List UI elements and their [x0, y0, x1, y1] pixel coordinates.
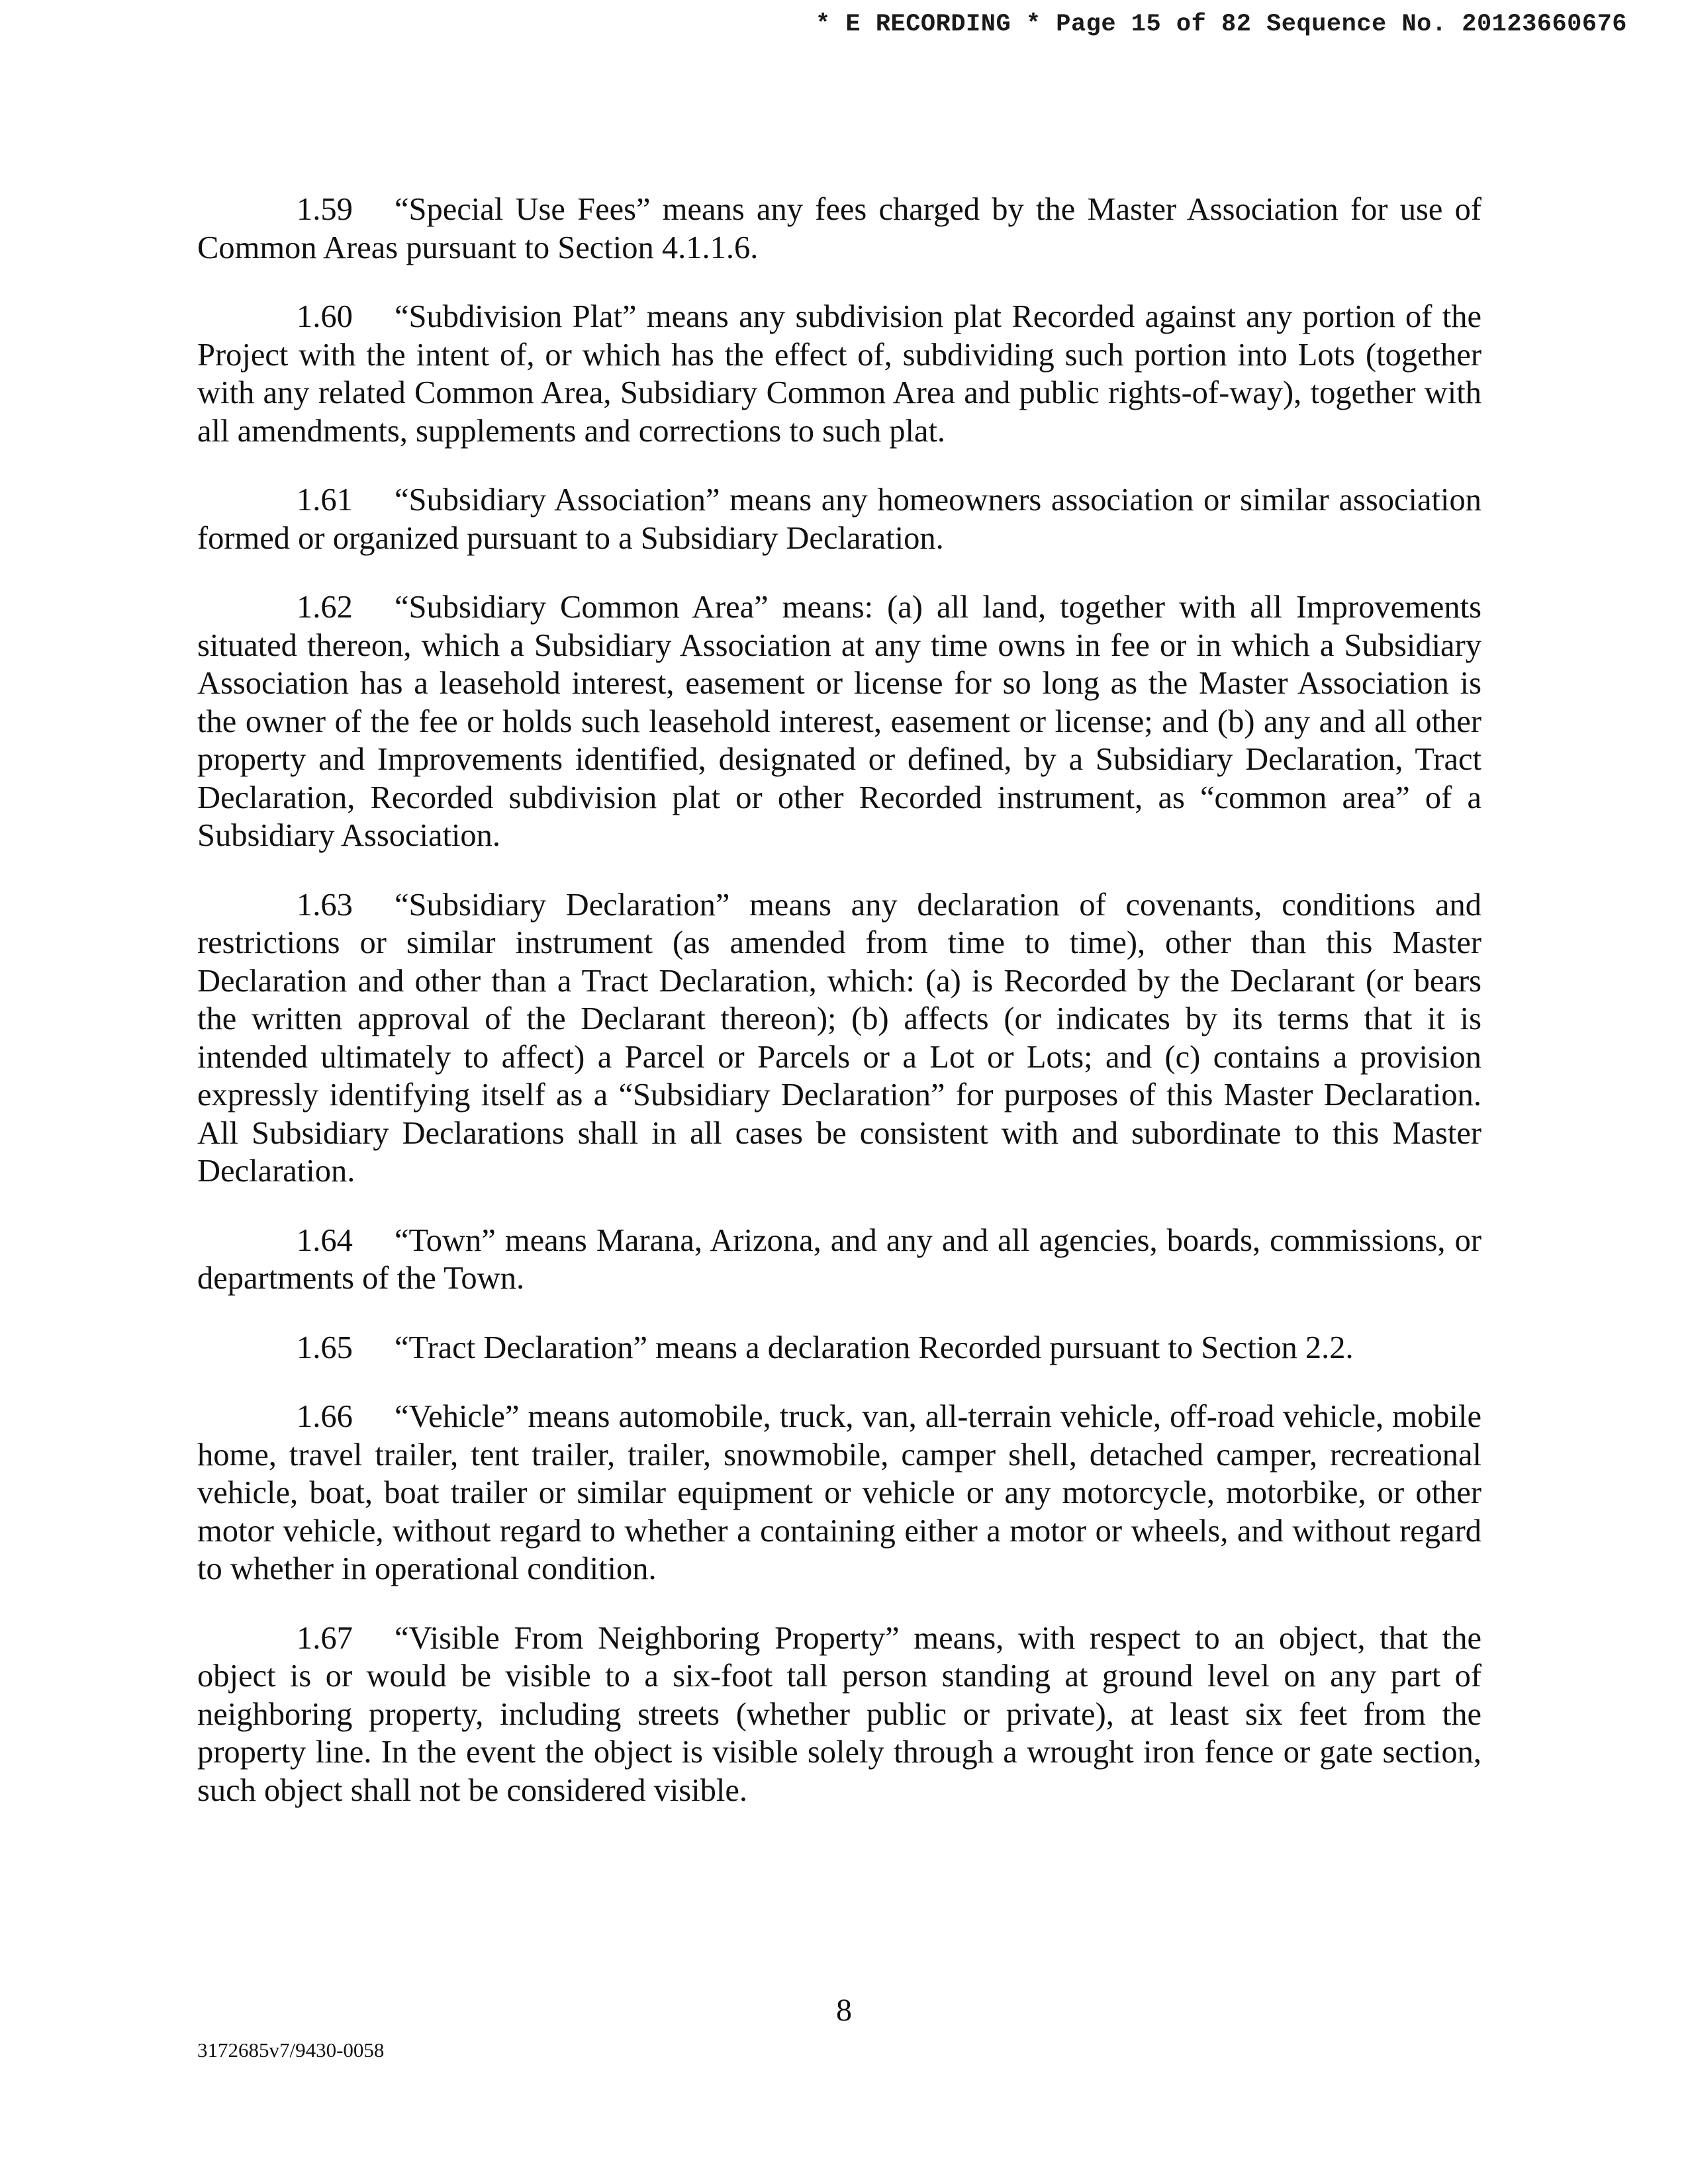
- section-number: 1.64: [297, 1222, 353, 1258]
- section-number: 1.63: [297, 887, 353, 923]
- page-number: [0, 1992, 1688, 2029]
- section-number: 1.67: [297, 1620, 353, 1656]
- section-number: 1.65: [297, 1330, 353, 1365]
- document-id: 3172685v7/9430-0058: [197, 2038, 385, 2062]
- section-1-60: [197, 298, 1481, 450]
- section-1-63: [197, 886, 1481, 1191]
- section-text: “Subsidiary Declaration” means any declaration of covenants, conditions and restrictions or similar instrument (as amended from time to time), other than this Master Declaration and other than a Tract Declaration, which: (a) is Recorded by the Declarant (or bears the written approval of the Declarant thereon); (b) affects (or indicates by its terms that it is intended ultimately to affect) a Parcel or Parcels or a Lot or Lots; and (c) contains a provision expressly identifying itself as a “Subsidiary Declaration” for purposes of this Master Declaration. All Subsidiary Declarations shall in all cases be consistent with and subordinate to this Master Declaration.: [197, 887, 1481, 1189]
- section-1-59: [197, 191, 1481, 267]
- section-1-64: [197, 1222, 1481, 1298]
- section-1-66: [197, 1398, 1481, 1588]
- section-number: 1.62: [297, 590, 353, 625]
- section-number: 1.60: [297, 299, 353, 334]
- section-text: “Special Use Fees” means any fees charged by the Master Association for use of Common Areas pursuant to Section 4.1.1.6.: [197, 192, 1481, 265]
- section-text: “Tract Declaration” means a declaration Recorded pursuant to Section 2.2.: [395, 1330, 1354, 1365]
- section-text: “Visible From Neighboring Property” means, with respect to an object, that the object is or would be visible to a six-foot tall person standing at ground level on any part of neighboring property, including streets (whether public or private), at least six feet from the property line. In the event the object is visible solely through a wrought iron fence or gate section, such object shall not be considered visible.: [197, 1620, 1481, 1808]
- recording-stamp: * E RECORDING * Page 15 of 82 Sequence No. 20123660676: [816, 11, 1627, 38]
- page-number-text: 8: [836, 1993, 852, 2028]
- section-text: “Subdivision Plat” means any subdivision plat Recorded against any portion of the Project with the intent of, or which has the effect of, subdividing such portion into Lots (together with any related Common Area, Subsidiary Common Area and public rights-of-way), together with all amendments, supplements and corrections to such plat.: [197, 299, 1481, 449]
- section-text: “Subsidiary Common Area” means: (a) all land, together with all Improvements situated thereon, which a Subsidiary Association at any time owns in fee or in which a Subsidiary Association has a leasehold interest, easement or license for so long as the Master Association is the owner of the fee or holds such leasehold interest, easement or license; and (b) any and all other property and Improvements identified, designated or defined, by a Subsidiary Declaration, Tract Declaration, Recorded subdivision plat or other Recorded instrument, as “common area” of a Subsidiary Association.: [197, 590, 1481, 853]
- section-text: “Subsidiary Association” means any homeowners association or similar association formed or organized pursuant to a Subsidiary Declaration.: [197, 482, 1481, 556]
- section-1-62: [197, 588, 1481, 855]
- section-number: 1.66: [297, 1399, 353, 1434]
- section-text: “Town” means Marana, Arizona, and any and all agencies, boards, commissions, or departments of the Town.: [197, 1222, 1481, 1296]
- section-1-65: [197, 1329, 1481, 1367]
- section-1-61: [197, 481, 1481, 557]
- section-text: “Vehicle” means automobile, truck, van, all-terrain vehicle, off-road vehicle, mobile home, travel trailer, tent trailer, trailer, snowmobile, camper shell, detached camper, recreational vehicle, boat, boat trailer or similar equipment or vehicle or any motorcycle, motorbike, or other motor vehicle, without regard to whether a containing either a motor or wheels, and without regard to whether in operational condition.: [197, 1399, 1481, 1586]
- section-number: 1.61: [297, 482, 353, 518]
- section-1-67: [197, 1619, 1481, 1810]
- document-body: [197, 191, 1481, 1841]
- section-number: 1.59: [297, 192, 353, 227]
